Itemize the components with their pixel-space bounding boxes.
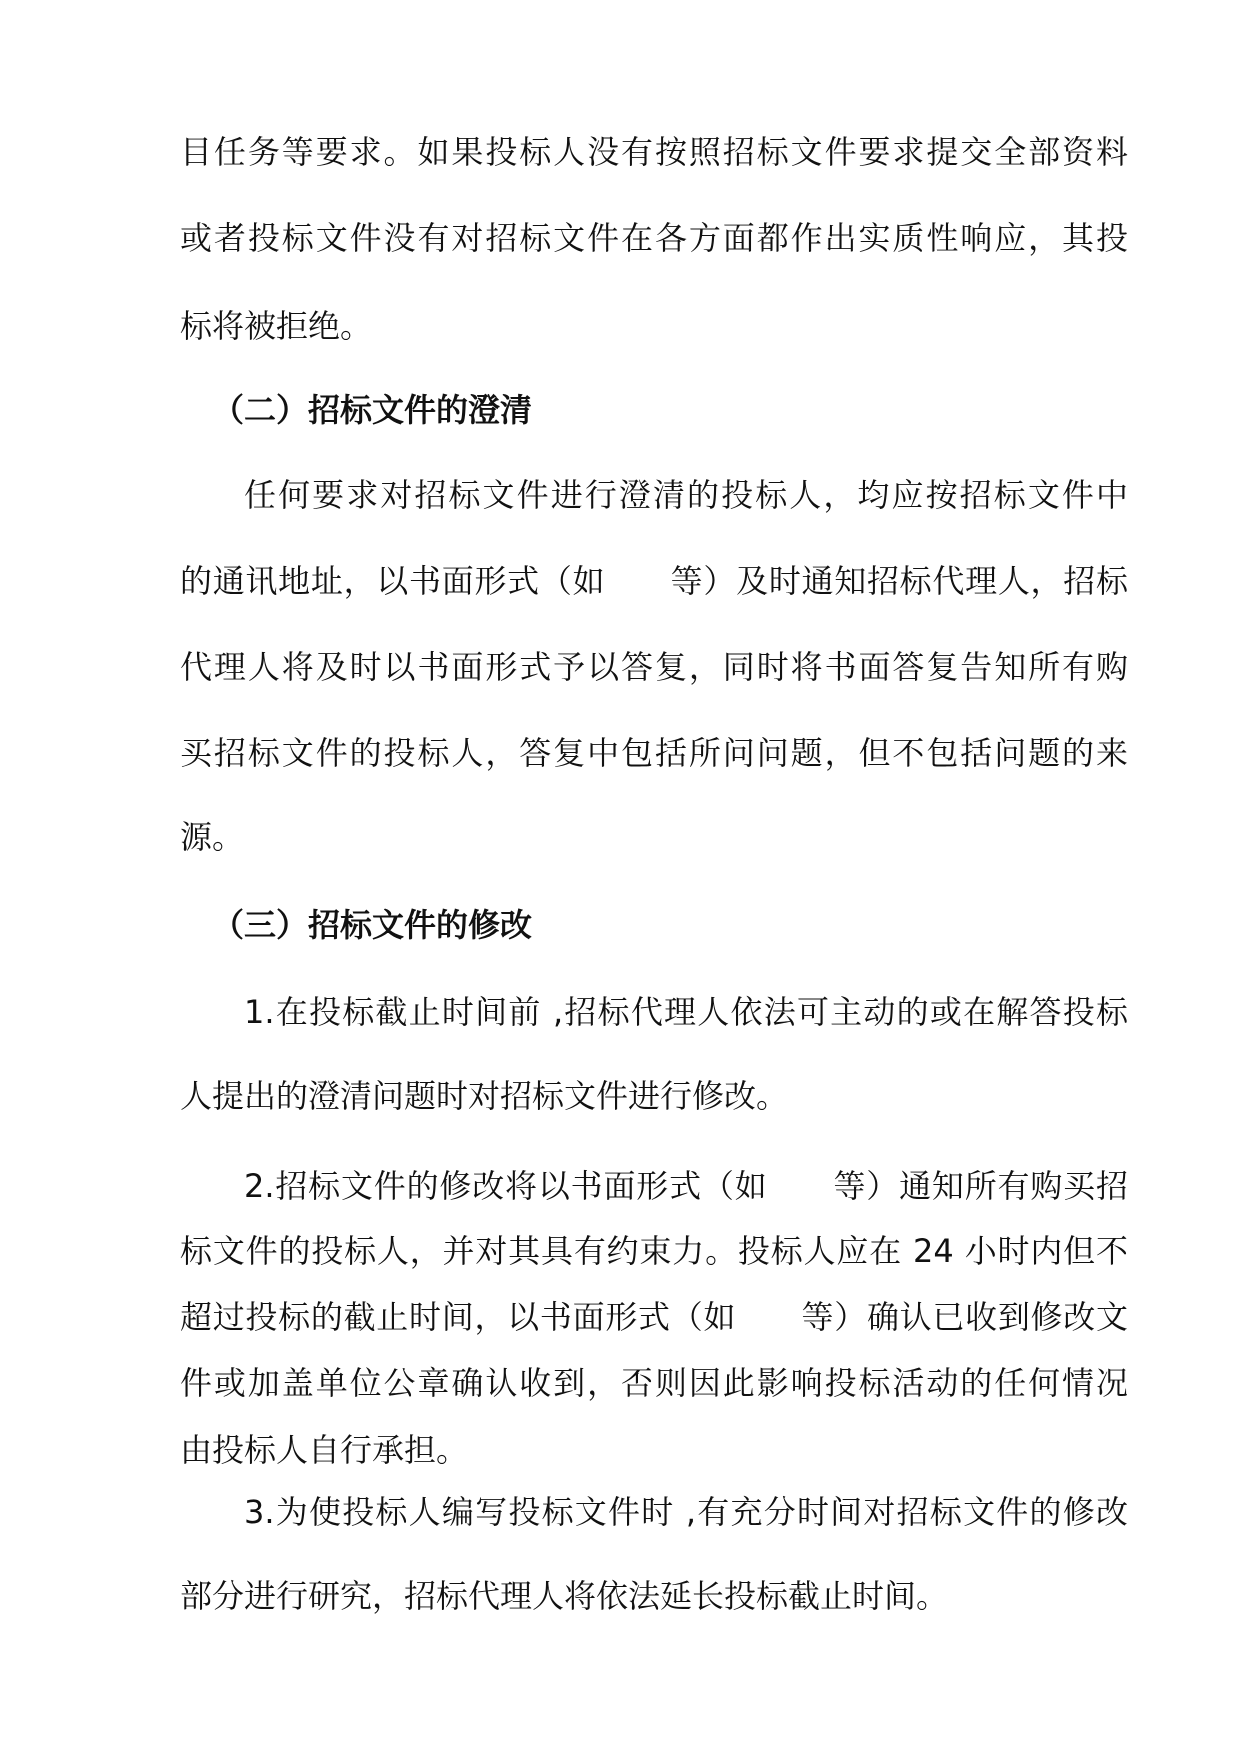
text-line: 任何要求对招标文件进行澄清的投标人，均应按招标文件中 — [244, 476, 1128, 514]
text-line: 1.在投标截止时间前 ,招标代理人依法可主动的或在解答投标 — [244, 993, 1128, 1031]
text-line: 标将被拒绝。 — [180, 307, 373, 345]
section-heading-modification: （三）招标文件的修改 — [212, 906, 533, 944]
text-line: 代理人将及时以书面形式予以答复，同时将书面答复告知所有购 — [180, 648, 1128, 686]
text-line: 2.招标文件的修改将以书面形式（如 等）通知所有购买招 — [244, 1167, 1128, 1205]
text-line: 源。 — [180, 818, 245, 856]
text-line: 件或加盖单位公章确认收到，否则因此影响投标活动的任何情况 — [180, 1364, 1128, 1402]
text-line: 或者投标文件没有对招标文件在各方面都作出实质性响应，其投 — [180, 219, 1128, 257]
text-line: 超过投标的截止时间，以书面形式（如 等）确认已收到修改文 — [180, 1298, 1128, 1336]
text-line: 人提出的澄清问题时对招标文件进行修改。 — [180, 1077, 789, 1115]
section-heading-clarification: （二）招标文件的澄清 — [212, 391, 533, 429]
text-line: 目任务等要求。如果投标人没有按照招标文件要求提交全部资料 — [180, 133, 1128, 171]
text-line: 的通讯地址，以书面形式（如 等）及时通知招标代理人，招标 — [180, 562, 1128, 600]
text-line: 买招标文件的投标人，答复中包括所问问题，但不包括问题的来 — [180, 734, 1128, 772]
text-line: 3.为使投标人编写投标文件时 ,有充分时间对招标文件的修改 — [244, 1493, 1128, 1531]
text-line: 由投标人自行承担。 — [180, 1431, 469, 1469]
text-line: 标文件的投标人，并对其具有约束力。投标人应在 24 小时内但不 — [180, 1232, 1128, 1270]
text-line: 部分进行研究，招标代理人将依法延长投标截止时间。 — [180, 1577, 949, 1615]
